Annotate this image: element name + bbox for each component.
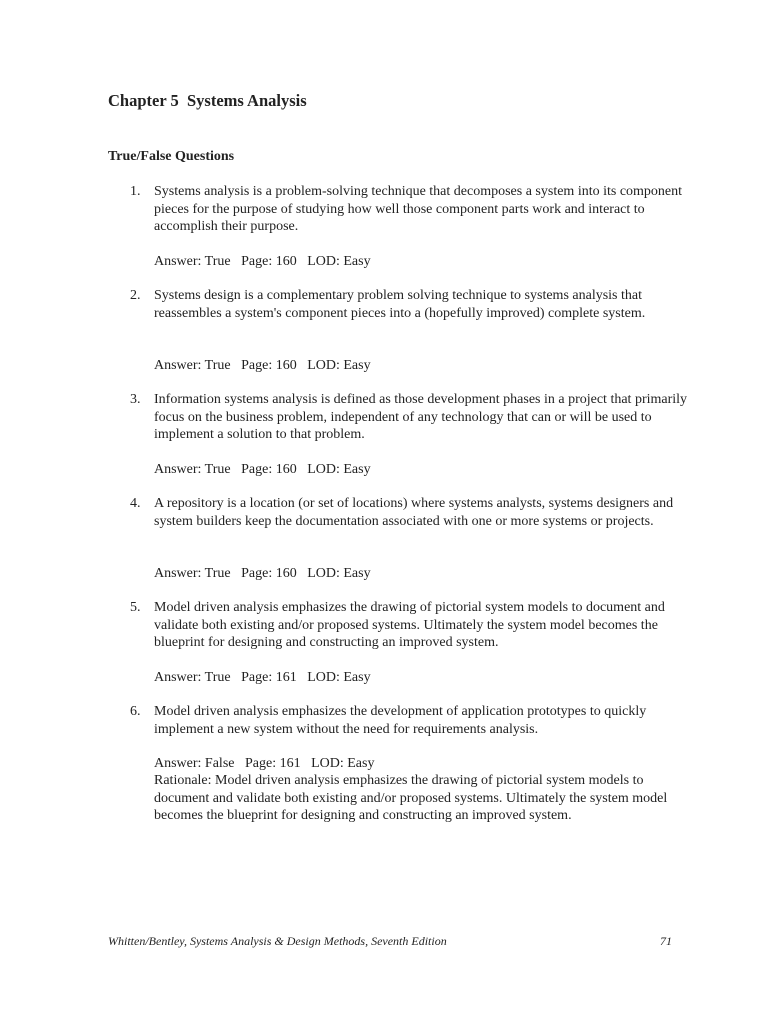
question-text: Systems design is a complementary problem solving technique to systems analysis that reassembles a system's component pieces into a (hopefully improved) complete system. [154,288,646,321]
question-text: Model driven analysis emphasizes the development of application prototypes to quickly implement a new system without the need for requirements analysis. [154,704,647,737]
rationale-text: Rationale: Model driven analysis emphasizes the drawing of pictorial system models to document and validate both existing and/or proposed systems. Ultimately the system model becomes the blueprint for designing and constructing an improved system. [154,773,668,823]
question-number: 3. [130,392,141,407]
question-text: A repository is a location (or set of locations) where systems analysts, systems designers and system builders keep the documentation associated with one or more systems or projects. [154,496,674,529]
answer-line: Answer: True Page: 160 LOD: Easy [154,462,371,477]
answer-line: Answer: True Page: 160 LOD: Easy [154,358,371,373]
answer-line: Answer: True Page: 161 LOD: Easy [154,670,371,685]
question-text: Model driven analysis emphasizes the drawing of pictorial system models to document and validate both existing and/or proposed systems. Ultimately the system model becomes the blueprint for designing and constructing an improved system. [154,600,665,650]
question-number: 5. [130,600,141,615]
question-number: 1. [130,184,141,199]
question-text: Systems analysis is a problem-solving technique that decomposes a system into its component pieces for the purpose of studying how well those component parts work and interact to accomplish their purpose. [154,184,683,234]
question-number: 2. [130,288,141,303]
question-number: 4. [130,496,141,511]
question-text: Information systems analysis is defined as those development phases in a project that primarily focus on the business problem, independent of any technology that can or will be used to implement a solution to that problem. [154,392,688,442]
chapter-title: Chapter 5 Systems Analysis [108,91,307,110]
question-number: 6. [130,704,141,719]
page-number: 71 [660,934,672,948]
footer-citation: Whitten/Bentley, Systems Analysis & Design Methods, Seventh Edition [108,934,447,948]
answer-line: Answer: False Page: 161 LOD: Easy [154,756,375,771]
section-title: True/False Questions [108,149,235,164]
answer-line: Answer: True Page: 160 LOD: Easy [154,254,371,269]
answer-line: Answer: True Page: 160 LOD: Easy [154,566,371,581]
